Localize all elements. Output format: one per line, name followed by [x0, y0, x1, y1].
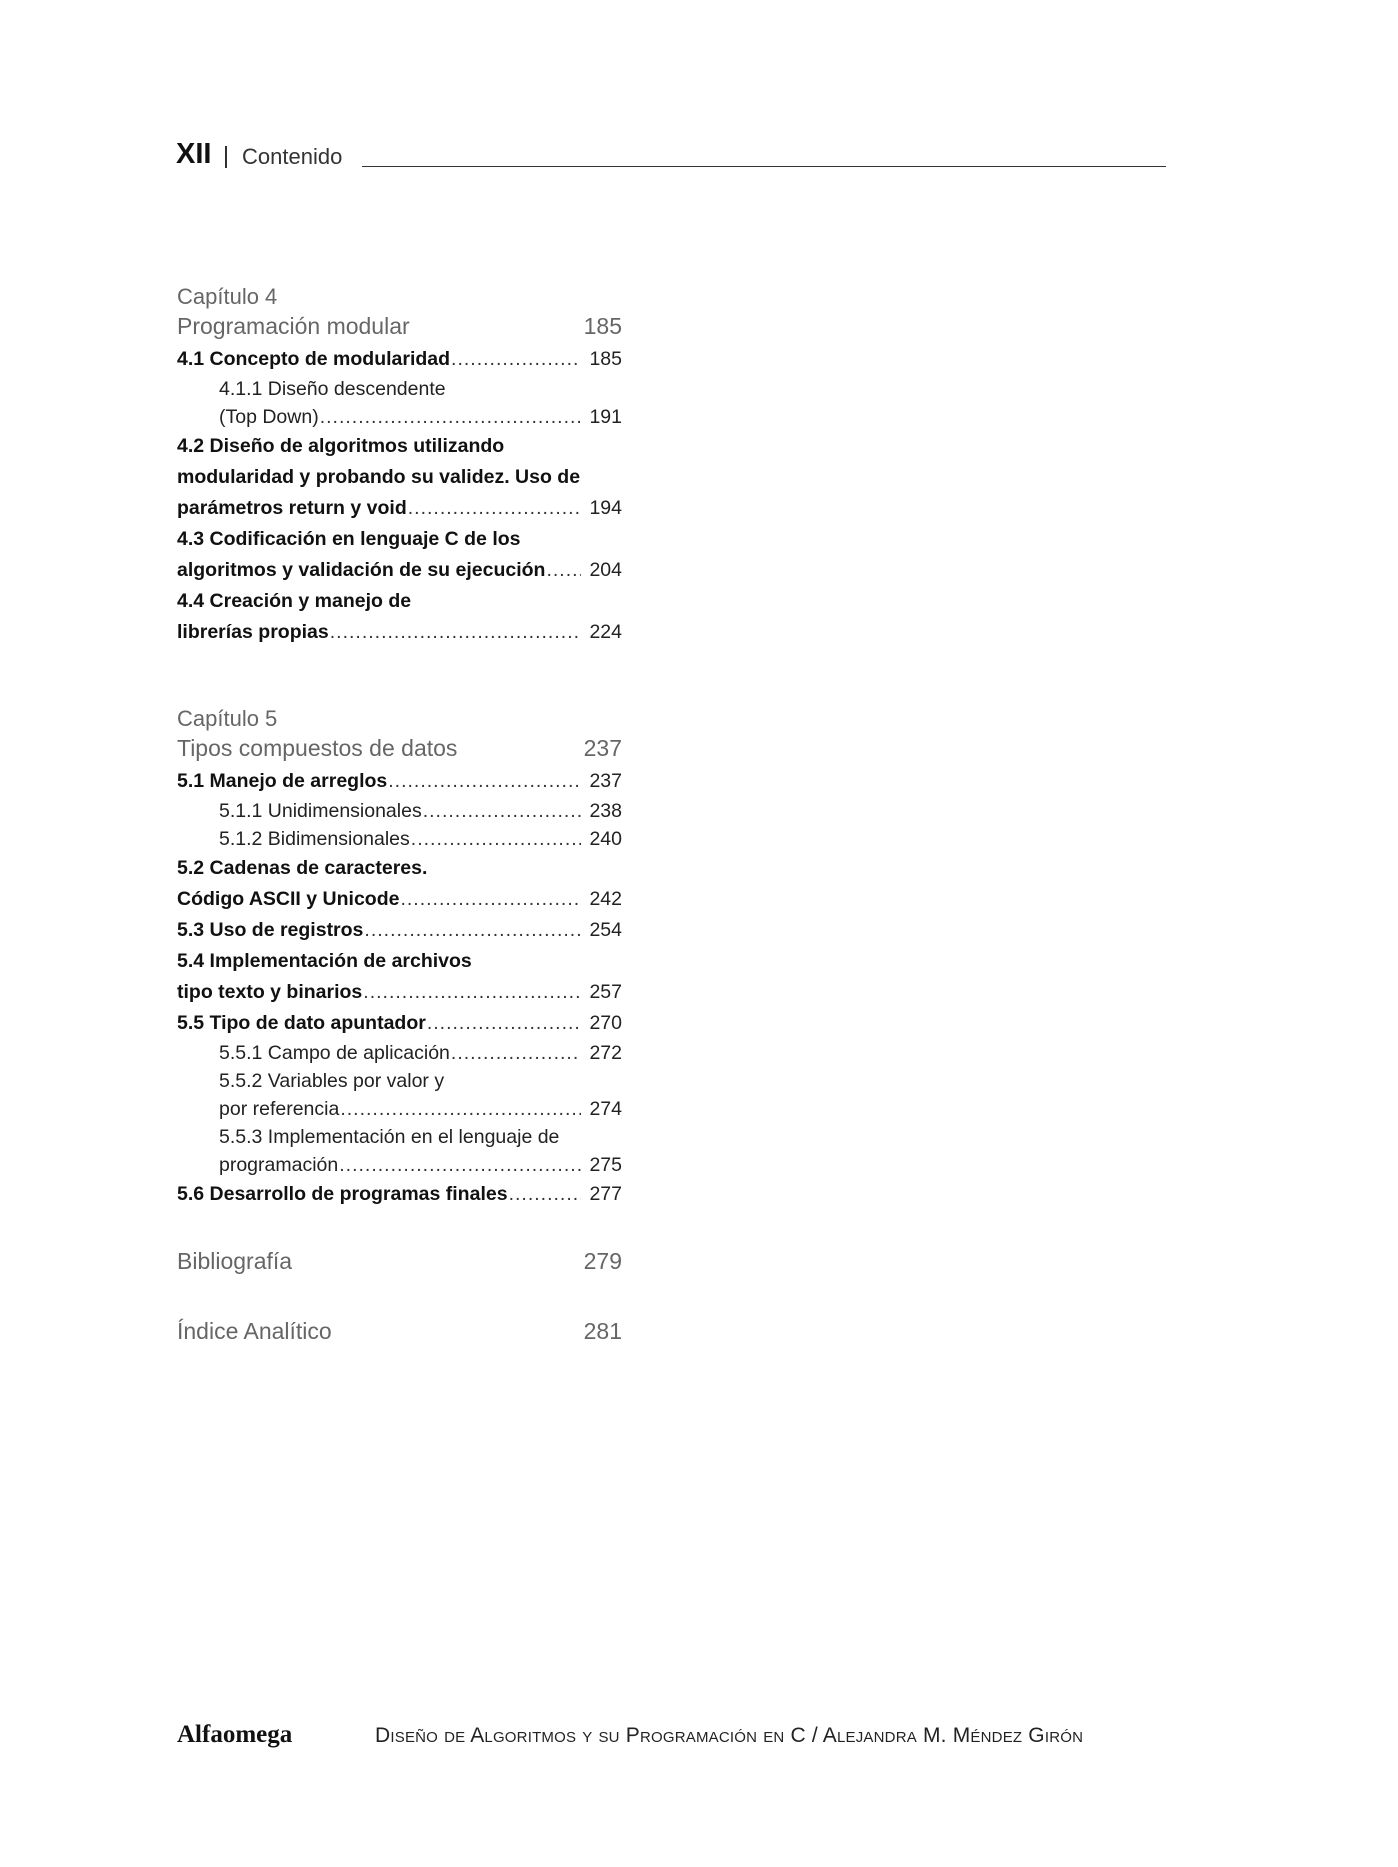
- toc-entry-line: [177, 766, 622, 797]
- page-number: XII: [176, 138, 212, 170]
- toc-entry-line: [177, 344, 622, 375]
- toc-entry-text: 5.5.1 Campo de aplicación: [219, 1042, 450, 1064]
- chapter-heading: [177, 284, 622, 344]
- dot-leader: [408, 493, 581, 524]
- spacer: [177, 1210, 622, 1248]
- toc-entry-line: [219, 797, 622, 825]
- book-title-author: Diseño de Algoritmos y su Programación en C / Alejandra M. Méndez Girón: [375, 1724, 1084, 1747]
- toc-subsection-entry: [177, 1067, 622, 1123]
- toc-entry-text: 5.6 Desarrollo de programas finales: [177, 1183, 508, 1205]
- chapter-page: 237: [583, 735, 622, 761]
- back-matter-title: Bibliografía: [177, 1248, 293, 1274]
- toc-entry-text: 4.2 Diseño de algoritmos utilizando: [177, 435, 505, 457]
- toc-section-entry: [177, 766, 622, 797]
- dot-leader: [363, 977, 581, 1008]
- toc-entry-text: 5.5.3 Implementación en el lenguaje de: [219, 1126, 560, 1148]
- toc-entry-text: 4.1 Concepto de modularidad: [177, 348, 451, 370]
- toc-subsection-entry: [177, 1039, 622, 1067]
- toc-entry-line: [177, 524, 622, 555]
- toc-entry-text: 4.1.1 Diseño descendente: [219, 378, 446, 400]
- chapter-page: 185: [583, 313, 622, 339]
- dot-leader: [509, 1179, 581, 1210]
- toc-entry-text: tipo texto y binarios: [177, 981, 363, 1003]
- toc-entry-page: 185: [589, 348, 622, 370]
- header-rule: [362, 166, 1166, 167]
- dot-leader: [330, 617, 581, 648]
- toc-entry-text: por referencia: [219, 1098, 340, 1120]
- toc-entry-line: [219, 1067, 622, 1095]
- dot-leader: [427, 1008, 581, 1039]
- dot-leader: [320, 403, 581, 431]
- toc-entry-page: 270: [589, 1012, 622, 1034]
- dot-leader: [388, 766, 581, 797]
- toc-section-entry: [177, 853, 622, 915]
- toc-entry-page: 257: [589, 981, 622, 1003]
- toc-entry-text: parámetros return y void: [177, 497, 407, 519]
- toc-entry-line: [219, 1039, 622, 1067]
- dot-leader: [451, 1039, 581, 1067]
- dot-leader: [423, 797, 581, 825]
- toc-entry-text: 5.1.1 Unidimensionales: [219, 800, 422, 822]
- toc-entry-line: [177, 555, 622, 586]
- toc-section-entry: [177, 1179, 622, 1210]
- spacer: [177, 648, 622, 706]
- toc-section-entry: [177, 1008, 622, 1039]
- dot-leader: [339, 1151, 581, 1179]
- toc-entry-text: 5.1 Manejo de arreglos: [177, 770, 388, 792]
- toc-entry-line: [177, 1008, 622, 1039]
- toc-entry-text: 5.5 Tipo de dato apuntador: [177, 1012, 426, 1034]
- dot-leader: [340, 1095, 581, 1123]
- toc-entry-line: [177, 493, 622, 524]
- back-matter-page: 279: [583, 1248, 622, 1274]
- back-matter-page: 281: [583, 1318, 622, 1344]
- toc-entry-page: 272: [589, 1042, 622, 1064]
- toc-entry-page: 240: [589, 828, 622, 850]
- toc-entry-line: [177, 586, 622, 617]
- toc-entry-page: 224: [589, 621, 622, 643]
- toc-section-entry: [177, 344, 622, 375]
- back-matter-title: Índice Analítico: [177, 1318, 332, 1344]
- toc-entry-text: 4.4 Creación y manejo de: [177, 590, 412, 612]
- toc-section-entry: [177, 524, 622, 586]
- toc-section-entry: [177, 431, 622, 524]
- running-header: [176, 138, 1166, 178]
- dot-leader: [411, 825, 581, 853]
- spacer: [177, 1278, 622, 1318]
- toc-entry-page: 204: [589, 559, 622, 581]
- toc-entry-line: [177, 853, 622, 884]
- toc-entry-line: [177, 462, 622, 493]
- toc-entry-line: [177, 431, 622, 462]
- toc-section-entry: [177, 946, 622, 1008]
- toc-entry-line: [219, 1123, 622, 1151]
- header-separator: |: [223, 142, 229, 168]
- toc-subsection-entry: [177, 375, 622, 431]
- toc-entry-line: [219, 403, 622, 431]
- toc-section-entry: [177, 915, 622, 946]
- toc-entry-line: [177, 1179, 622, 1210]
- toc-entry-page: 275: [589, 1154, 622, 1176]
- dot-leader: [546, 555, 581, 586]
- toc-entry-line: [177, 946, 622, 977]
- toc-entry-text: 4.3 Codificación en lenguaje C de los: [177, 528, 521, 550]
- back-matter-entry: [177, 1248, 622, 1278]
- toc-entry-text: 5.5.2 Variables por valor y: [219, 1070, 445, 1092]
- header-title: Contenido: [242, 144, 343, 169]
- toc-entry-line: [177, 617, 622, 648]
- toc-entry-page: 254: [589, 919, 622, 941]
- toc-entry-text: 5.4 Implementación de archivos: [177, 950, 472, 972]
- toc-entry-line: [177, 977, 622, 1008]
- toc-entry-text: 5.2 Cadenas de caracteres.: [177, 857, 428, 879]
- dot-leader: [364, 915, 581, 946]
- toc-entry-text: Código ASCII y Unicode: [177, 888, 400, 910]
- toc-entry-text: 5.1.2 Bidimensionales: [219, 828, 410, 850]
- dot-leader: [400, 884, 581, 915]
- toc-entry-page: 194: [589, 497, 622, 519]
- toc-entry-page: 191: [589, 406, 622, 428]
- table-of-contents: [177, 284, 622, 1348]
- dot-leader: [451, 344, 581, 375]
- publisher-brand: Alfaomega: [177, 1721, 293, 1748]
- toc-entry-line: [219, 375, 622, 403]
- toc-subsection-entry: [177, 797, 622, 825]
- toc-entry-page: 242: [589, 888, 622, 910]
- toc-entry-page: 237: [589, 770, 622, 792]
- chapter-title: Tipos compuestos de datos: [177, 735, 458, 761]
- chapter-title: Programación modular: [177, 313, 410, 339]
- toc-entry-text: librerías propias: [177, 621, 329, 643]
- chapter-label: Capítulo 5: [177, 706, 278, 731]
- toc-entry-text: 5.3 Uso de registros: [177, 919, 364, 941]
- toc-entry-text: programación: [219, 1154, 339, 1176]
- toc-entry-page: 238: [589, 800, 622, 822]
- toc-entry-line: [177, 884, 622, 915]
- toc-entry-text: (Top Down): [219, 406, 319, 428]
- toc-subsection-entry: [177, 1123, 622, 1179]
- toc-entry-line: [219, 825, 622, 853]
- toc-entry-line: [177, 915, 622, 946]
- toc-entry-page: 277: [589, 1183, 622, 1205]
- running-footer: [177, 1721, 1177, 1751]
- back-matter-entry: [177, 1318, 622, 1348]
- toc-entry-text: modularidad y probando su validez. Uso de: [177, 466, 581, 488]
- chapter-label: Capítulo 4: [177, 284, 278, 309]
- chapter-heading: [177, 706, 622, 766]
- toc-subsection-entry: [177, 825, 622, 853]
- toc-entry-page: 274: [589, 1098, 622, 1120]
- toc-entry-line: [219, 1151, 622, 1179]
- toc-entry-text: algoritmos y validación de su ejecución: [177, 559, 546, 581]
- toc-section-entry: [177, 586, 622, 648]
- toc-entry-line: [219, 1095, 622, 1123]
